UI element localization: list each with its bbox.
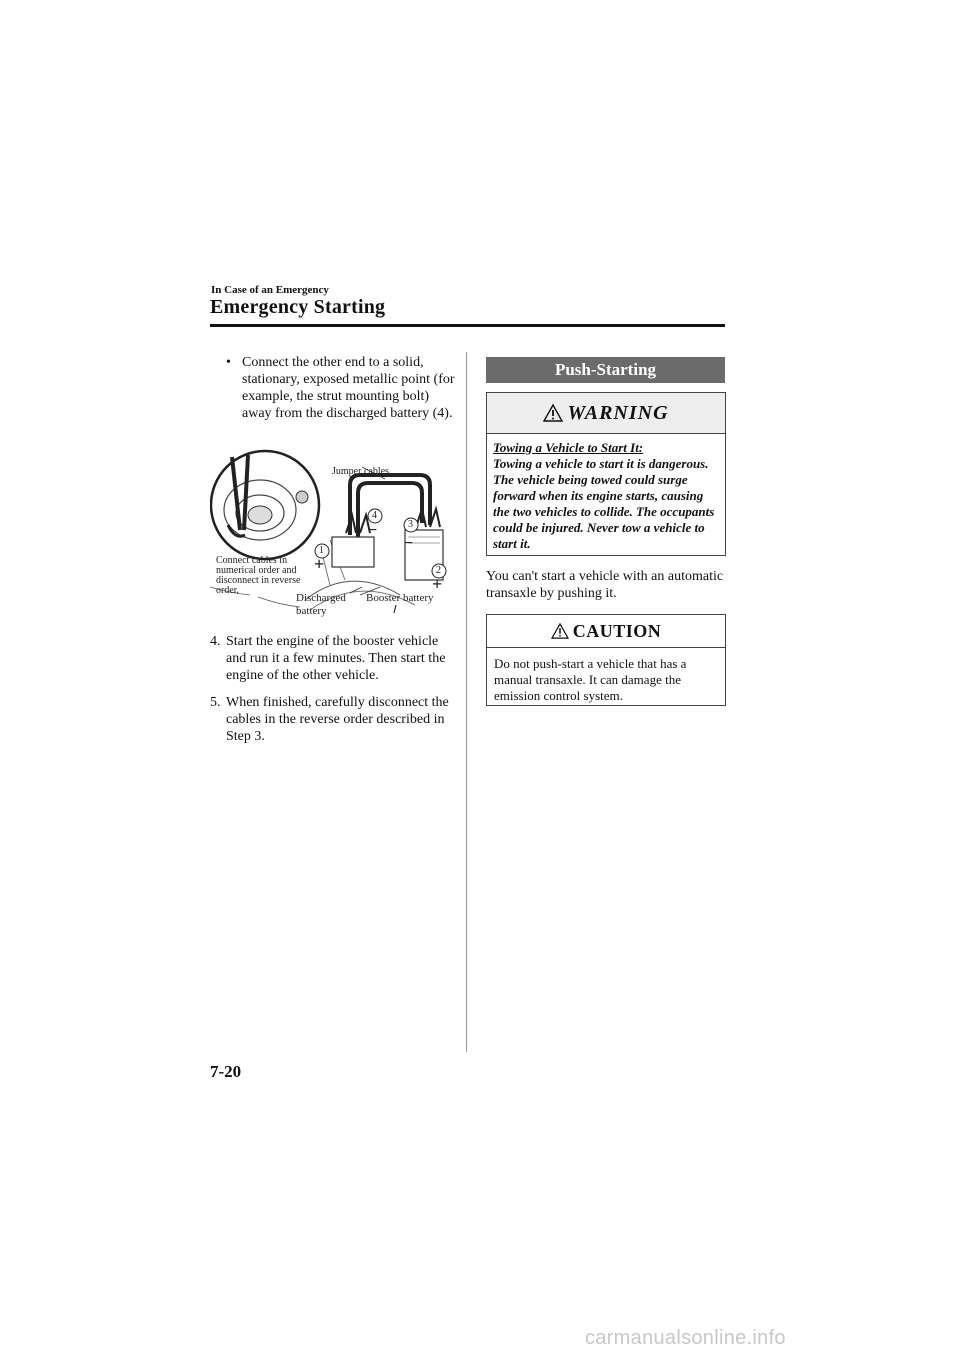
figure-label-booster-battery: Booster battery xyxy=(366,592,434,604)
plus-sign: + xyxy=(432,574,443,594)
minus-sign: − xyxy=(368,522,378,539)
caution-box xyxy=(486,614,726,706)
section-banner: Push-Starting xyxy=(486,357,725,383)
figure-label-connect: numerical order and xyxy=(216,565,297,576)
figure-label-connect: Connect cables in xyxy=(216,555,288,566)
caution-header xyxy=(487,615,725,648)
warning-title: WARNING xyxy=(567,401,669,424)
figure-label-discharged-battery: Discharged xyxy=(296,592,346,604)
step-number: 5. xyxy=(210,695,221,710)
jump-start-figure xyxy=(210,445,450,620)
warning-box xyxy=(486,392,726,556)
warning-header xyxy=(487,393,725,434)
bullet-text: Connect the other end to a solid, stationary, exposed metallic point (for example, the strut mounting bolt) away from the discharged battery (4). xyxy=(242,355,455,421)
figure-label-discharged-battery: battery xyxy=(296,605,327,617)
step-text: When finished, carefully disconnect the cables in the reverse order described in Step 3. xyxy=(226,695,449,744)
callout-number-3: 3 xyxy=(408,519,413,530)
figure-label-connect: disconnect in reverse xyxy=(216,575,301,586)
warning-text: Towing a vehicle to start it is dangerous. The vehicle being towed could surge forward when its engine starts, causing the two vehicles to collide. The occupants could be injured. Never tow a vehicle to start it. xyxy=(493,456,715,551)
page-title: Emergency Starting xyxy=(210,296,386,318)
step-text: Start the engine of the booster vehicle and run it a few minutes. Then start the engine of the other vehicle. xyxy=(226,634,446,683)
warning-triangle-icon xyxy=(543,404,563,422)
minus-sign: − xyxy=(404,535,414,552)
title-rule xyxy=(210,324,725,327)
warning-heading: Towing a Vehicle to Start It: xyxy=(493,440,644,455)
step-number: 4. xyxy=(210,634,221,649)
callout-number-4: 4 xyxy=(372,510,377,521)
caution-triangle-icon xyxy=(551,623,569,639)
watermark: carmanualsonline.info xyxy=(585,1327,786,1349)
section-label: In Case of an Emergency xyxy=(211,284,329,296)
callout-number-1: 1 xyxy=(319,545,324,556)
push-start-text: You can't start a vehicle with an automatic transaxle by pushing it. xyxy=(486,569,724,601)
step-5 xyxy=(210,694,455,746)
figure-label-connect: order. xyxy=(216,585,240,596)
caution-title: CAUTION xyxy=(572,620,662,641)
warning-body xyxy=(487,434,725,558)
plus-sign: + xyxy=(314,554,325,574)
bullet-item xyxy=(226,354,461,434)
column-divider xyxy=(466,352,467,1052)
bullet-symbol: • xyxy=(226,355,231,370)
page-number: 7-20 xyxy=(210,1062,242,1081)
step-4 xyxy=(210,633,455,685)
figure-label-jumper-cables: Jumper cables xyxy=(332,466,389,477)
caution-body: Do not push-start a vehicle that has a manual transaxle. It can damage the emission control system. xyxy=(494,656,687,703)
callout-number-2: 2 xyxy=(436,565,441,576)
